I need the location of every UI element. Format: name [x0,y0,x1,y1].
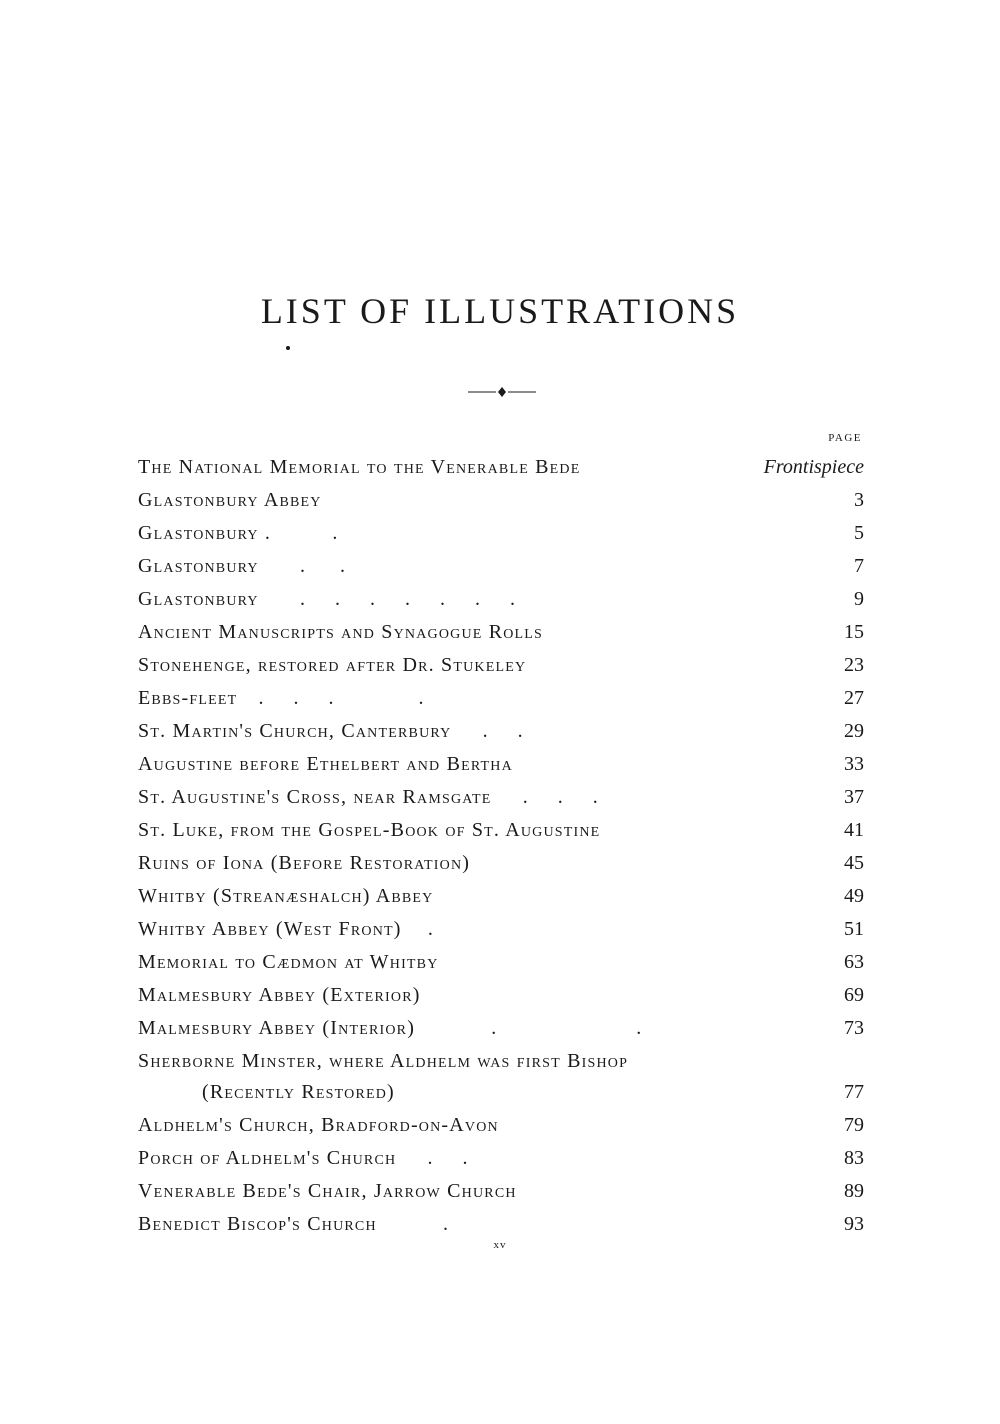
entry-label: St. Augustine's Cross, near Ramsgate [138,786,492,808]
entry-label: Ruins of Iona (Before Restoration) [138,852,471,874]
entry-label: St. Luke, from the Gospel-Book of St. Augustine [138,819,601,841]
entry-page: 15 [844,621,864,643]
entry-label: Benedict Biscop's Church [138,1213,377,1235]
entry-page: 63 [844,951,864,973]
list-item [138,1175,864,1208]
leader-dots: . . [264,555,345,577]
entry-label: Sherborne Minster, where Aldhelm was first Bishop [138,1050,629,1072]
list-item [138,484,864,517]
list-item [138,1045,864,1109]
list-item [138,1142,864,1175]
entry-label: Whitby Abbey (West Front) [138,918,402,940]
entry-label: St. Martin's Church, Canterbury [138,720,452,742]
entry-label: Stonehenge, restored after Dr. Stukeley [138,654,527,676]
entry-label: Glastonbury Abbey [138,489,322,511]
entry-page: 45 [844,852,864,874]
stray-ink-dot [286,346,290,350]
list-item [138,1208,864,1241]
leader-dots: . . . . [243,687,424,709]
leader-dots: . . . . . . . [264,588,515,610]
leader-dots: . [277,522,338,544]
list-item [138,880,864,913]
list-item [138,1012,864,1045]
leader-dots: . . [402,1147,468,1169]
entry-label: Malmesbury Abbey (Interior) [138,1017,416,1039]
list-item [138,616,864,649]
entry-label: Malmesbury Abbey (Exterior) [138,984,421,1006]
page-number: xv [493,1239,507,1251]
list-item [138,979,864,1012]
page-title: LIST OF ILLUSTRATIONS [260,291,740,331]
entry-page: 29 [844,720,864,742]
entry-label: Aldhelm's Church, Bradford-on-Avon [138,1114,499,1136]
entry-label: Augustine before Ethelbert and Bertha [138,753,513,775]
list-item [138,1109,864,1142]
list-item [138,913,864,946]
entry-page: 5 [854,522,864,544]
entry-page: 49 [844,885,864,907]
page-column-label: PAGE [828,432,862,444]
entry-page: 73 [844,1017,864,1039]
list-item [138,451,864,484]
entry-page: 41 [844,819,864,841]
entry-page: 89 [844,1180,864,1202]
entry-page: 23 [844,654,864,676]
entry-page: 83 [844,1147,864,1169]
entry-page: 69 [844,984,864,1006]
entry-page: 79 [844,1114,864,1136]
entry-label: Glastonbury [138,555,259,577]
entry-page: 27 [844,687,864,709]
entry-label: Venerable Bede's Chair, Jarrow Church [138,1180,517,1202]
entry-page: 51 [844,918,864,940]
entry-label: The National Memorial to the Venerable Bede [138,456,581,478]
illustrations-list [138,451,864,1241]
entry-page: 77 [844,1081,864,1103]
entry-label: Ebbs-fleet [138,687,238,709]
entry-page: 93 [844,1213,864,1235]
list-item [138,649,864,682]
list-item [138,847,864,880]
entry-label-continued: (Recently Restored) [202,1081,395,1103]
list-item [138,748,864,781]
list-item [138,781,864,814]
entry-page: Frontispiece [763,456,864,478]
entry-page: 7 [854,555,864,577]
list-item [138,814,864,847]
entry-page: 3 [854,489,864,511]
list-item [138,517,864,550]
entry-label: Ancient Manuscripts and Synagogue Rolls [138,621,544,643]
entry-page: 9 [854,588,864,610]
entry-label: Whitby (Streanæshalch) Abbey [138,885,434,907]
entry-page: 37 [844,786,864,808]
leader-dots: . [407,918,433,940]
entry-label: Porch of Aldhelm's Church [138,1147,397,1169]
leader-dots: . . . [497,786,598,808]
entry-label: Memorial to Cædmon at Whitby [138,951,439,973]
leader-dots: . . [457,720,523,742]
list-item [138,682,864,715]
entry-label: Glastonbury [138,588,259,610]
entry-label: Glastonbury . [138,522,272,544]
leader-dots: . [382,1213,448,1235]
entry-page: 33 [844,753,864,775]
list-item [138,946,864,979]
list-item [138,550,864,583]
divider-ornament [468,384,536,400]
list-item [138,583,864,616]
list-item [138,715,864,748]
leader-dots: . . [421,1017,642,1039]
